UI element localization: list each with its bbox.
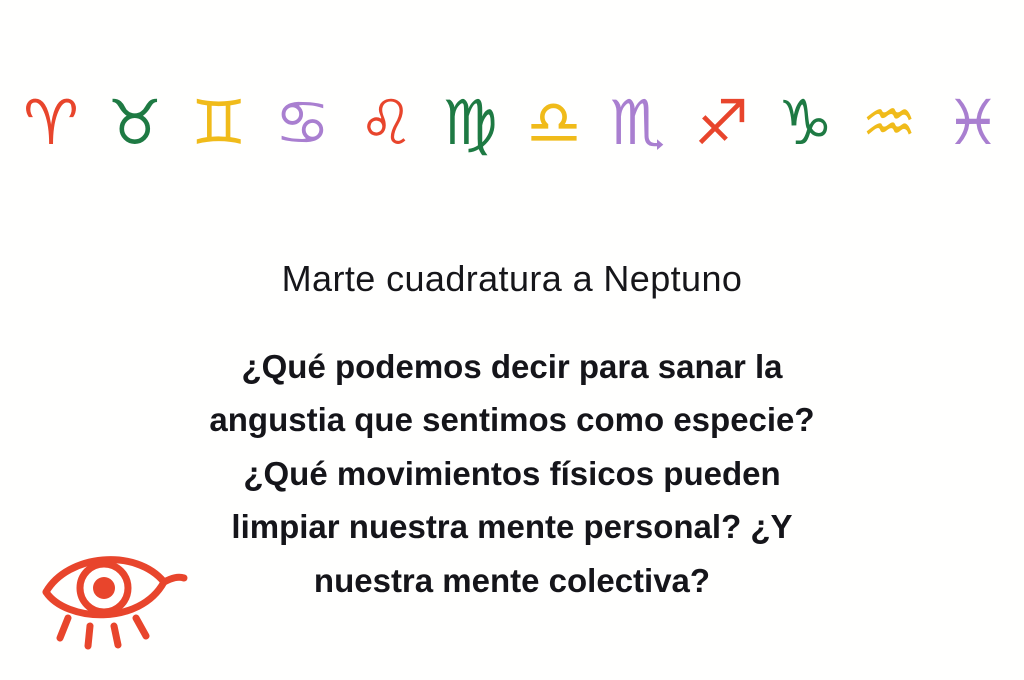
body-paragraph — [162, 340, 862, 607]
body-line: nuestra mente colectiva? — [313, 561, 711, 599]
zodiac-libra-icon: ♎ — [526, 86, 582, 159]
zodiac-aries-icon: ♈ — [23, 86, 79, 159]
body-line: ¿Qué podemos decir para sanar la — [241, 348, 783, 385]
zodiac-sagittarius-icon: ♐ — [693, 86, 750, 159]
zodiac-pisces-icon: ♓ — [945, 86, 1001, 159]
body-line: limpiar nuestra mente personal? ¿Y — [231, 508, 793, 546]
eye-icon — [38, 534, 208, 654]
body-line: ¿Qué movimientos físicos pueden — [243, 454, 781, 492]
zodiac-gemini-icon: ♊ — [190, 86, 247, 159]
zodiac-taurus-icon: ♉ — [107, 86, 163, 159]
page-title: Marte cuadratura a Neptuno — [281, 258, 743, 299]
zodiac-leo-icon: ♌ — [358, 86, 415, 159]
zodiac-glyph-row — [0, 86, 1024, 159]
zodiac-capricorn-icon: ♑ — [777, 86, 834, 159]
body-line: angustia que sentimos como especie? — [209, 401, 815, 439]
zodiac-cancer-icon: ♋ — [274, 86, 331, 159]
zodiac-virgo-icon: ♍ — [442, 86, 498, 159]
zodiac-scorpio-icon: ♏ — [609, 86, 666, 159]
zodiac-aquarius-icon: ♒ — [861, 86, 917, 159]
